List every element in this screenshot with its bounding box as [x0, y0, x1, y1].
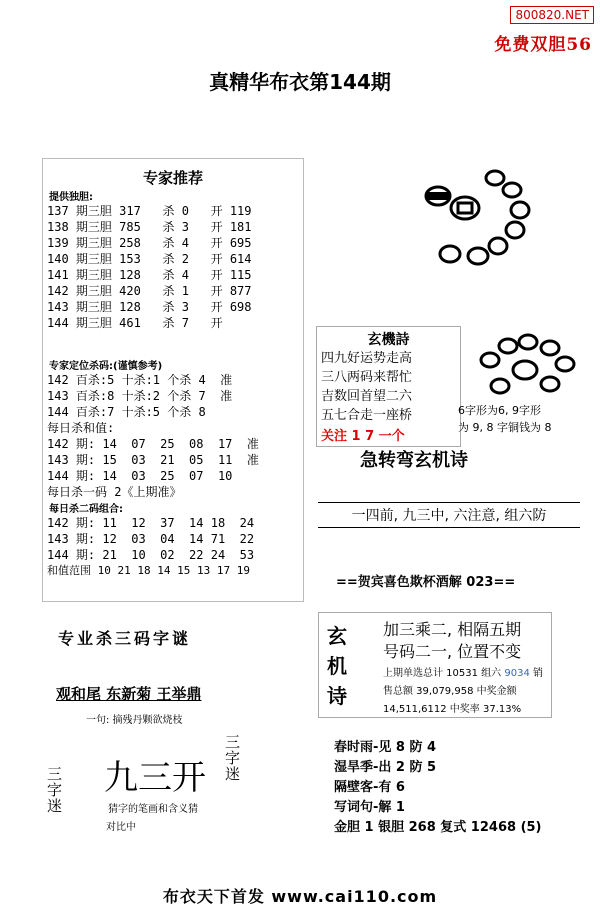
expert-heading: 专家推荐 — [142, 169, 203, 187]
dan-row: 141 期三胆 128 杀 4 开 115 — [47, 268, 252, 282]
xuanji-box — [318, 612, 552, 718]
kill-row: 144 百杀:7 十杀:5 个杀 8 — [47, 405, 206, 419]
tip-item: 春时雨-见 8 防 4 — [334, 740, 437, 755]
xuanji-stats — [383, 665, 543, 719]
poem-line: 吉数回首望二六 — [321, 389, 413, 404]
tips-list — [334, 738, 542, 838]
xuanji-line: 加三乘二, 相隔五期 — [383, 620, 522, 639]
expert-panel — [42, 158, 304, 602]
footer[interactable]: 布衣天下首发 www.cai110.com — [162, 887, 438, 906]
stat-line: 14,511,6112 中奖率 37.13% — [383, 704, 522, 715]
site-tag[interactable]: 800820.NET — [510, 6, 594, 24]
combo-row: 144 期: 21 10 02 22 24 53 — [47, 548, 255, 562]
poem-note: 关注 1 7 一个 — [321, 429, 405, 444]
stat-line: 上期单选总计 10531 组六 9034 销 — [383, 668, 543, 679]
combo-list — [47, 515, 303, 579]
riddle-label-right: 三字迷 — [223, 734, 241, 782]
sum-heading: 每日杀和值: — [47, 421, 115, 435]
kill-row: 142 百杀:5 十杀:1 个杀 4 准 — [47, 373, 233, 387]
kill-list — [47, 372, 303, 500]
poem-title: 玄機詩 — [367, 332, 410, 348]
shape-note-line: 6字形为6, 9字形 — [458, 404, 541, 417]
riddle-clue: 观和尾 东新菊 王举鼎 — [56, 685, 202, 703]
dan-row: 137 期三胆 317 杀 0 开 119 — [47, 204, 252, 218]
brand-tag: 免费双胆56 — [494, 35, 592, 55]
riddle-word-hint-2: 对比中 — [106, 822, 136, 833]
xuanji-title: 急转弯玄机诗 — [360, 450, 468, 471]
shape-note-line: 为 9, 8 字铜钱为 8 — [458, 421, 552, 434]
dan-row: 144 期三胆 461 杀 7 开 — [47, 316, 223, 330]
one-code: 每日杀一码 2《上期准》 — [47, 485, 182, 499]
sum-row: 142 期: 14 07 25 08 17 准 — [47, 437, 259, 451]
coin-chain-icon — [420, 168, 540, 268]
kill-row: 143 百杀:8 十杀:2 个杀 7 准 — [47, 389, 233, 403]
expert-sub: 提供独胆: — [49, 192, 93, 203]
poem-line: 四九好运势走高 — [321, 351, 413, 366]
tip-item: 隔壁客-有 6 — [334, 780, 405, 795]
poem-line: 三八两码来帮忙 — [321, 370, 413, 385]
tip-item: 写词句-解 1 — [334, 800, 405, 815]
combo-row: 143 期: 12 03 04 14 71 22 — [47, 532, 255, 546]
coin-chain-small-icon — [470, 330, 580, 410]
shape-note — [458, 402, 551, 436]
range-row: 和值范围 10 21 18 14 15 13 17 19 — [47, 564, 250, 577]
kill-heading: 专家定位杀码:(谨慎参考) — [49, 361, 163, 372]
dan-row: 142 期三胆 420 杀 1 开 877 — [47, 284, 252, 298]
dan-row: 139 期三胆 258 杀 4 开 695 — [47, 236, 252, 250]
sum-row: 144 期: 14 03 25 07 10 — [47, 469, 233, 483]
sum-row: 143 期: 15 03 21 05 11 准 — [47, 453, 259, 467]
tip-item: 金胆 1 银胆 268 复式 12468 (5) — [334, 820, 542, 835]
poem-line: 五七合走一座桥 — [321, 408, 413, 423]
tip-item: 湿旱季-出 2 防 5 — [334, 760, 437, 775]
xuanji-lines — [383, 619, 521, 663]
stat-line: 售总额 39,079,958 中奖金额 — [383, 686, 517, 697]
dan-list — [47, 203, 303, 331]
page-title: 真精华布衣第144期 — [209, 70, 391, 94]
riddle-label-left: 三字迷 — [45, 766, 63, 814]
dan-row: 140 期三胆 153 杀 2 开 614 — [47, 252, 252, 266]
riddle-big-word: 九三开 — [104, 758, 206, 798]
riddle-title: 专业杀三码字谜 — [58, 629, 192, 648]
riddle-word-hint: 猜字的笔画和含义猜 — [108, 804, 198, 815]
xuanji-line: 号码二一, 位置不变 — [383, 642, 522, 661]
xuanji-vertical-label: 玄机诗 — [327, 624, 347, 708]
dan-row: 138 期三胆 785 杀 3 开 181 — [47, 220, 252, 234]
dan-row: 143 期三胆 128 杀 3 开 698 — [47, 300, 252, 314]
riddle-hint: 一句: 摘残丹颗欲烧枝 — [86, 715, 183, 726]
poem-box — [316, 326, 461, 447]
banner-line: 一四前, 九三中, 六注意, 组六防 — [318, 502, 580, 528]
combo-heading: 每日杀二码组合: — [49, 504, 123, 515]
banner-2: ==贺宾喜色欺杯酒解 023== — [336, 575, 516, 590]
combo-row: 142 期: 11 12 37 14 18 24 — [47, 516, 255, 530]
